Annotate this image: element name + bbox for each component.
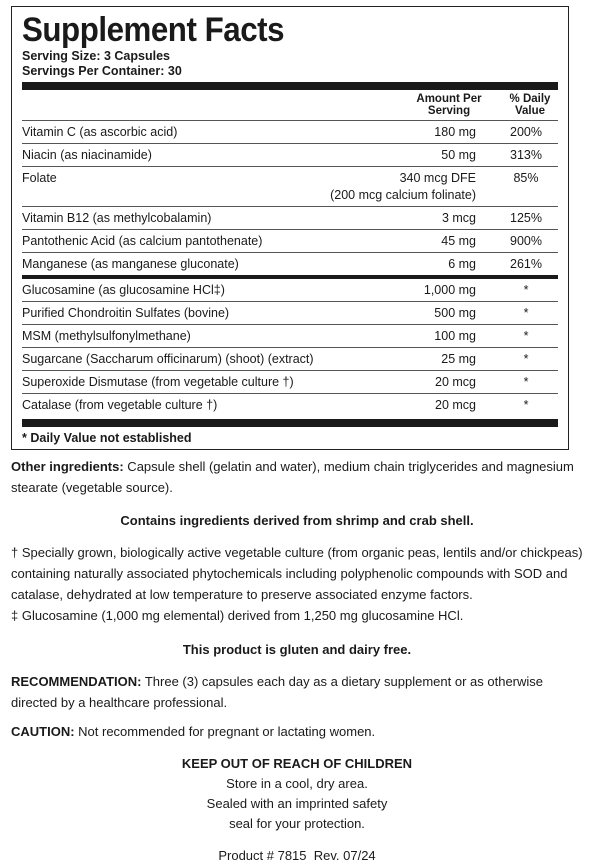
ingredient-name: Niacin (as niacinamide) bbox=[22, 148, 152, 162]
other-ingredients bbox=[11, 456, 583, 498]
amount-header: Amount Per Serving bbox=[416, 93, 482, 117]
ingredient-dv: * bbox=[523, 352, 529, 366]
column-header-row bbox=[22, 90, 558, 120]
ingredient-amount: 50 mg bbox=[441, 148, 476, 162]
ingredient-amount: 6 mg bbox=[448, 257, 476, 271]
serving-size: Serving Size: 3 Capsules bbox=[22, 49, 170, 63]
ingredient-amount: 20 mcg bbox=[435, 375, 476, 389]
daily-value-header: % Daily Value bbox=[509, 93, 551, 117]
storage-line-2: Sealed with an imprinted safety bbox=[206, 796, 388, 811]
table-row bbox=[22, 143, 558, 166]
allergen-statement: Contains ingredients derived from shrimp and crab shell. bbox=[120, 513, 474, 528]
dagger-footnote: † Specially grown, biologically active vegetable culture (from organic peas, lentils and/or chickpeas) containing naturally associated phytochemicals including polyphenolic compounds with SOD and catalase, dehydrated at low temperature to preserve associated enzyme factors. bbox=[11, 545, 583, 602]
ingredient-amount-note: (200 mcg calcium folinate) bbox=[330, 188, 476, 202]
storage-line-1: Store in a cool, dry area. bbox=[226, 776, 368, 791]
ingredient-name: Catalase (from vegetable culture †) bbox=[22, 398, 218, 412]
supplement-facts-panel bbox=[11, 6, 569, 450]
ingredient-name: Manganese (as manganese gluconate) bbox=[22, 257, 239, 271]
ingredient-dv: * bbox=[523, 398, 529, 412]
table-row bbox=[22, 393, 558, 416]
ingredient-dv: 85% bbox=[513, 171, 539, 185]
ingredient-name: Vitamin B12 (as methylcobalamin) bbox=[22, 211, 212, 225]
storage-line-3: seal for your protection. bbox=[229, 816, 365, 831]
thick-divider bbox=[22, 82, 558, 90]
ingredient-amount: 45 mg bbox=[441, 234, 476, 248]
nutrient-group-other bbox=[22, 279, 558, 416]
table-row bbox=[22, 120, 558, 143]
servings-per-container: Servings Per Container: 30 bbox=[22, 64, 182, 78]
table-row bbox=[22, 370, 558, 393]
table-row bbox=[22, 347, 558, 370]
daily-value-footnote: * Daily Value not established bbox=[22, 431, 192, 445]
caution bbox=[11, 721, 583, 742]
caution-label: CAUTION: bbox=[11, 724, 75, 739]
nutrient-group-vitamins bbox=[22, 120, 558, 275]
ingredient-amount: 180 mg bbox=[434, 125, 476, 139]
table-row bbox=[22, 301, 558, 324]
recommendation bbox=[11, 671, 583, 713]
ingredient-dv: 261% bbox=[510, 257, 542, 271]
product-number: Product # 7815 Rev. 07/24 bbox=[218, 848, 376, 863]
ingredient-amount: 500 mg bbox=[434, 306, 476, 320]
ingredient-amount: 100 mg bbox=[434, 329, 476, 343]
table-row bbox=[22, 279, 558, 301]
ingredient-dv: * bbox=[523, 306, 529, 320]
ingredient-dv: 900% bbox=[510, 234, 542, 248]
ingredient-name: Sugarcane (Saccharum officinarum) (shoot) (extract) bbox=[22, 352, 314, 366]
ingredient-dv: 200% bbox=[510, 125, 542, 139]
ingredient-name: Glucosamine (as glucosamine HCl‡) bbox=[22, 283, 225, 297]
keep-out-warning: KEEP OUT OF REACH OF CHILDREN bbox=[181, 756, 413, 771]
table-row bbox=[22, 324, 558, 347]
ingredient-amount: 340 mcg DFE bbox=[399, 171, 476, 185]
gluten-dairy-statement: This product is gluten and dairy free. bbox=[182, 642, 412, 657]
ingredient-dv: 313% bbox=[510, 148, 542, 162]
other-ingredients-label: Other ingredients: bbox=[11, 459, 124, 474]
double-dagger-footnote: ‡ Glucosamine (1,000 mg elemental) derived from 1,250 mg glucosamine HCl. bbox=[11, 608, 464, 623]
table-row bbox=[22, 229, 558, 252]
ingredient-name: Folate bbox=[22, 171, 57, 185]
table-row bbox=[22, 252, 558, 275]
ingredient-dv: * bbox=[523, 375, 529, 389]
table-row bbox=[22, 206, 558, 229]
ingredient-name: Pantothenic Acid (as calcium pantothenate) bbox=[22, 234, 263, 248]
ingredient-name: Purified Chondroitin Sulfates (bovine) bbox=[22, 306, 230, 320]
ingredient-name: MSM (methylsulfonylmethane) bbox=[22, 329, 191, 343]
facts-title: Supplement Facts bbox=[22, 11, 285, 49]
recommendation-text: Three (3) capsules each day as a dietary supplement or as otherwise directed by a healthcare professional. bbox=[11, 674, 544, 710]
other-ingredients-text: Capsule shell (gelatin and water), medium chain triglycerides and magnesium stearate (vegetable source). bbox=[11, 459, 574, 495]
ingredient-amount: 25 mg bbox=[441, 352, 476, 366]
ingredient-dv: * bbox=[523, 283, 529, 297]
recommendation-label: RECOMMENDATION: bbox=[11, 674, 142, 689]
ingredient-dv: * bbox=[523, 329, 529, 343]
ingredient-name: Vitamin C (as ascorbic acid) bbox=[22, 125, 178, 139]
ingredient-name: Superoxide Dismutase (from vegetable culture †) bbox=[22, 375, 294, 389]
table-row bbox=[22, 166, 558, 206]
ingredient-amount: 1,000 mg bbox=[423, 283, 476, 297]
thick-divider bbox=[22, 419, 558, 427]
caution-text: Not recommended for pregnant or lactating women. bbox=[74, 724, 376, 739]
ingredient-amount: 3 mcg bbox=[441, 211, 476, 225]
ingredient-amount: 20 mcg bbox=[435, 398, 476, 412]
ingredient-dv: 125% bbox=[510, 211, 542, 225]
